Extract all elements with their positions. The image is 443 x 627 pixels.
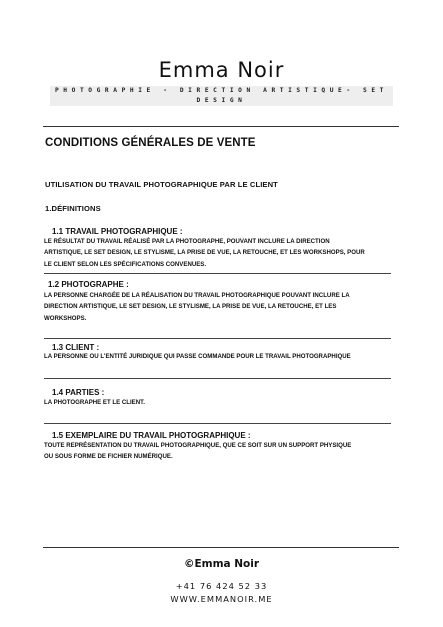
brand-name: Emma Noir	[158, 58, 285, 82]
subsection-title: 1.DÉFINITIONS	[45, 204, 101, 213]
term-divider	[44, 273, 391, 274]
term-divider	[44, 338, 391, 339]
term-body-line: OU SOUS FORME DE FICHIER NUMÉRIQUE.	[44, 453, 173, 461]
term-body-line: LA PERSONNE OU L'ENTITÉ JURIDIQUE QUI PASSE COMMANDE POUR LE TRAVAIL PHOTOGRAPHIQUE	[44, 353, 351, 360]
section-title: UTILISATION DU TRAVAIL PHOTOGRAPHIQUE PAR LE CLIENT	[45, 180, 278, 189]
term-heading-travail-photographique: 1.1 TRAVAIL PHOTOGRAPHIQUE :	[52, 227, 183, 236]
phone-number: +41 76 424 52 33	[175, 581, 268, 591]
term-body-line: TOUTE REPRÉSENTATION DU TRAVAIL PHOTOGRAPHIQUE, QUE CE SOIT SUR UN SUPPORT PHYSIQUE	[44, 442, 352, 449]
term-body-line: LA PHOTOGRAPHE ET LE CLIENT.	[44, 399, 145, 406]
footer-divider	[43, 547, 399, 548]
term-body-line: LE CLIENT SELON LES SPÉCIFICATIONS CONVENUES.	[44, 260, 207, 268]
term-body-line: LE RÉSULTAT DU TRAVAIL RÉALISÉ PAR LA PHOTOGRAPHE, POUVANT INCLURE LA DIRECTION	[44, 238, 330, 245]
term-heading-parties: 1.4 PARTIES :	[52, 388, 105, 397]
term-body-line: WORKSHOPS.	[44, 314, 87, 322]
term-heading-photographe: 1.2 PHOTOGRAPHE :	[48, 280, 129, 289]
term-heading-client: 1.3 CLIENT :	[52, 343, 100, 352]
term-divider	[44, 423, 391, 424]
term-body-line: LA PERSONNE CHARGÉE DE LA RÉALISATION DU TRAVAIL PHOTOGRAPHIQUE POUVANT INCLURE LA	[44, 292, 350, 299]
term-body-line: DIRECTION ARTISTIQUE, LE SET DESIGN, LE STYLISME, LA PRISE DE VUE, LA RETOUCHE, ET LES	[44, 303, 337, 311]
term-body-parties	[44, 397, 396, 408]
term-body-photographe	[44, 290, 396, 324]
header-divider	[43, 126, 399, 127]
term-body-exemplaire	[44, 440, 396, 463]
tagline: PHOTOGRAPHIE - DIRECTION ARTISTIQUE- SET DESIGN	[54, 87, 388, 104]
term-body-line: ARTISTIQUE, LE SET DESIGN, LE STYLISME, LA PRISE DE VUE, LA RETOUCHE, ET LES WORKSHOPS, POUR	[44, 249, 365, 257]
website-link[interactable]: WWW.EMMANOIR.ME	[170, 594, 273, 604]
copyright: ©Emma Noir	[183, 558, 260, 570]
document-title: CONDITIONS GÉNÉRALES DE VENTE	[45, 137, 256, 149]
term-divider	[44, 378, 391, 379]
term-body-travail-photographique	[44, 236, 396, 270]
term-heading-exemplaire: 1.5 EXEMPLAIRE DU TRAVAIL PHOTOGRAPHIQUE :	[52, 431, 251, 440]
term-body-client	[44, 351, 396, 362]
